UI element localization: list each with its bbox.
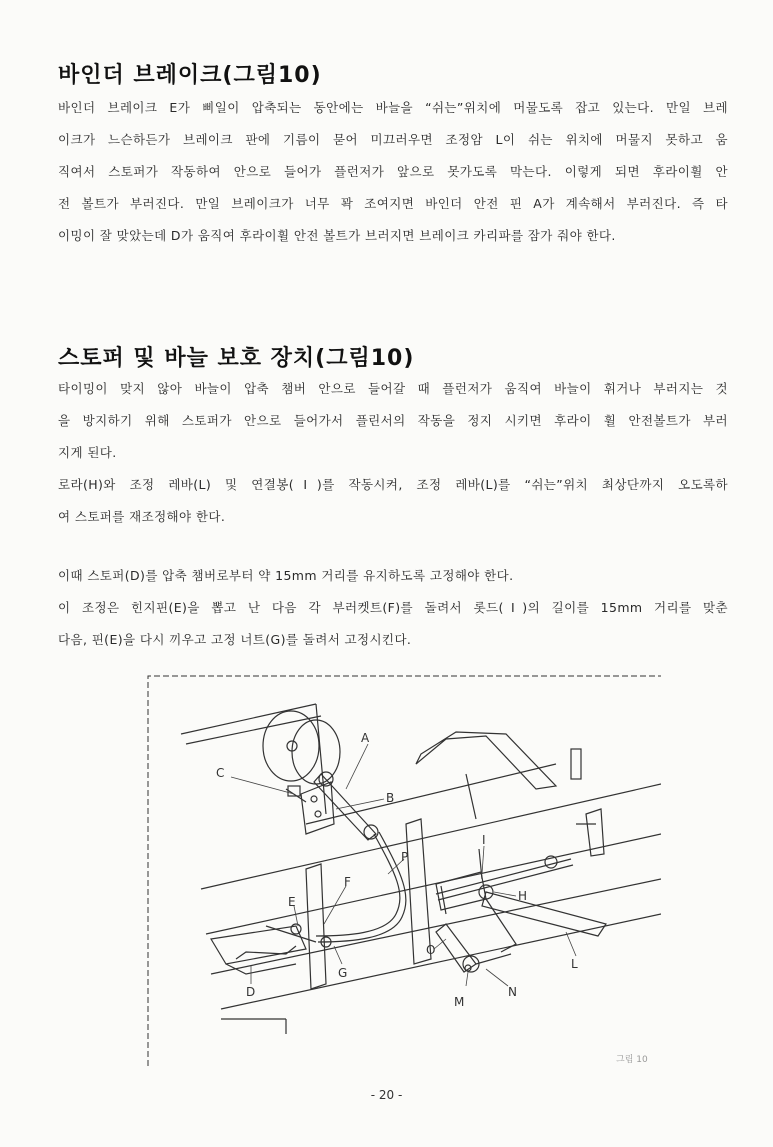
label-h: H	[518, 889, 528, 903]
section2-line: 타이밍이 맞지 않아 바늘이 압축 챔버 안으로 들어갈 때 플런저가 움직여 바늘이 휘거나 부러지는 것	[58, 381, 728, 396]
section2-line: 지게 된다.	[58, 445, 117, 460]
label-g: G	[338, 966, 348, 980]
section1-title: 바인더 브레이크(그림10)	[58, 63, 322, 88]
section2-line: 로라(H)와 조정 레바(L) 및 연결봉(Ⅰ)를 작동시켜, 조정 레바(L)를 “쉬는”위치 최상단까지 오도록하	[58, 477, 728, 492]
label-d: D	[246, 985, 256, 999]
section2-paragraph-b	[58, 560, 728, 656]
label-a: A	[361, 731, 370, 745]
figure-10-stopper-diagram	[146, 674, 661, 1066]
label-b: B	[386, 791, 395, 805]
section1-line: 전 볼트가 부러진다. 만일 브레이크가 너무 꽉 조여지면 바인더 안전 핀 A가 계속해서 부러진다. 즉 타	[58, 196, 728, 211]
page-number: - 20 -	[370, 1088, 403, 1102]
label-n: N	[508, 985, 517, 999]
section1-line: 직여서 스토퍼가 작동하여 안으로 들어가 플런저가 앞으로 못가도록 막는다. 이렇게 되면 후라이휠 안	[58, 164, 728, 179]
label-m: M	[454, 995, 465, 1009]
section1-line: 이밍이 잘 맞았는데 D가 움직여 후라이휠 안전 볼트가 브러지면 브레이크 카리파를 잠가 줘야 한다.	[58, 228, 616, 243]
section1-paragraph	[58, 92, 728, 252]
section2-line: 다음, 핀(E)을 다시 끼우고 고정 너트(G)를 돌려서 고정시킨다.	[58, 632, 412, 647]
machine-drawing	[146, 674, 661, 1066]
label-p: P	[401, 850, 409, 864]
section2-line: 이때 스토퍼(D)를 압축 챔버로부터 약 15mm 거리를 유지하도록 고정해야 한다.	[58, 568, 514, 583]
figure-caption: 그림 10	[616, 1055, 648, 1065]
label-c: C	[216, 766, 225, 780]
section2-line: 이 조정은 힌지핀(E)을 뽑고 난 다음 각 부러켓트(F)를 돌려서 롯드(Ⅰ)의 길이를 15mm 거리를 맞춘	[58, 600, 728, 615]
label-e: E	[288, 895, 296, 909]
section2-line: 을 방지하기 위해 스토퍼가 안으로 들어가서 플린서의 작동을 정지 시키면 후라이 휠 안전볼트가 부러	[58, 413, 728, 428]
label-f: F	[344, 875, 351, 889]
section2-line: 여 스토퍼를 재조정해야 한다.	[58, 509, 226, 524]
section1-line: 이크가 느슨하든가 브레이크 판에 기름이 묻어 미끄러우면 조정암 L이 쉬는 위치에 머물지 못하고 움	[58, 132, 728, 147]
section2-title: 스토퍼 및 바늘 보호 장치(그림10)	[58, 346, 415, 371]
section2-paragraph-a	[58, 373, 728, 533]
label-l: L	[571, 957, 578, 971]
section1-line: 바인더 브레이크 E가 삐일이 압축되는 동안에는 바늘을 “쉬는”위치에 머물도록 잡고 있는다. 만일 브레	[58, 100, 728, 115]
label-o: O	[426, 943, 436, 957]
label-i: I	[482, 833, 486, 847]
